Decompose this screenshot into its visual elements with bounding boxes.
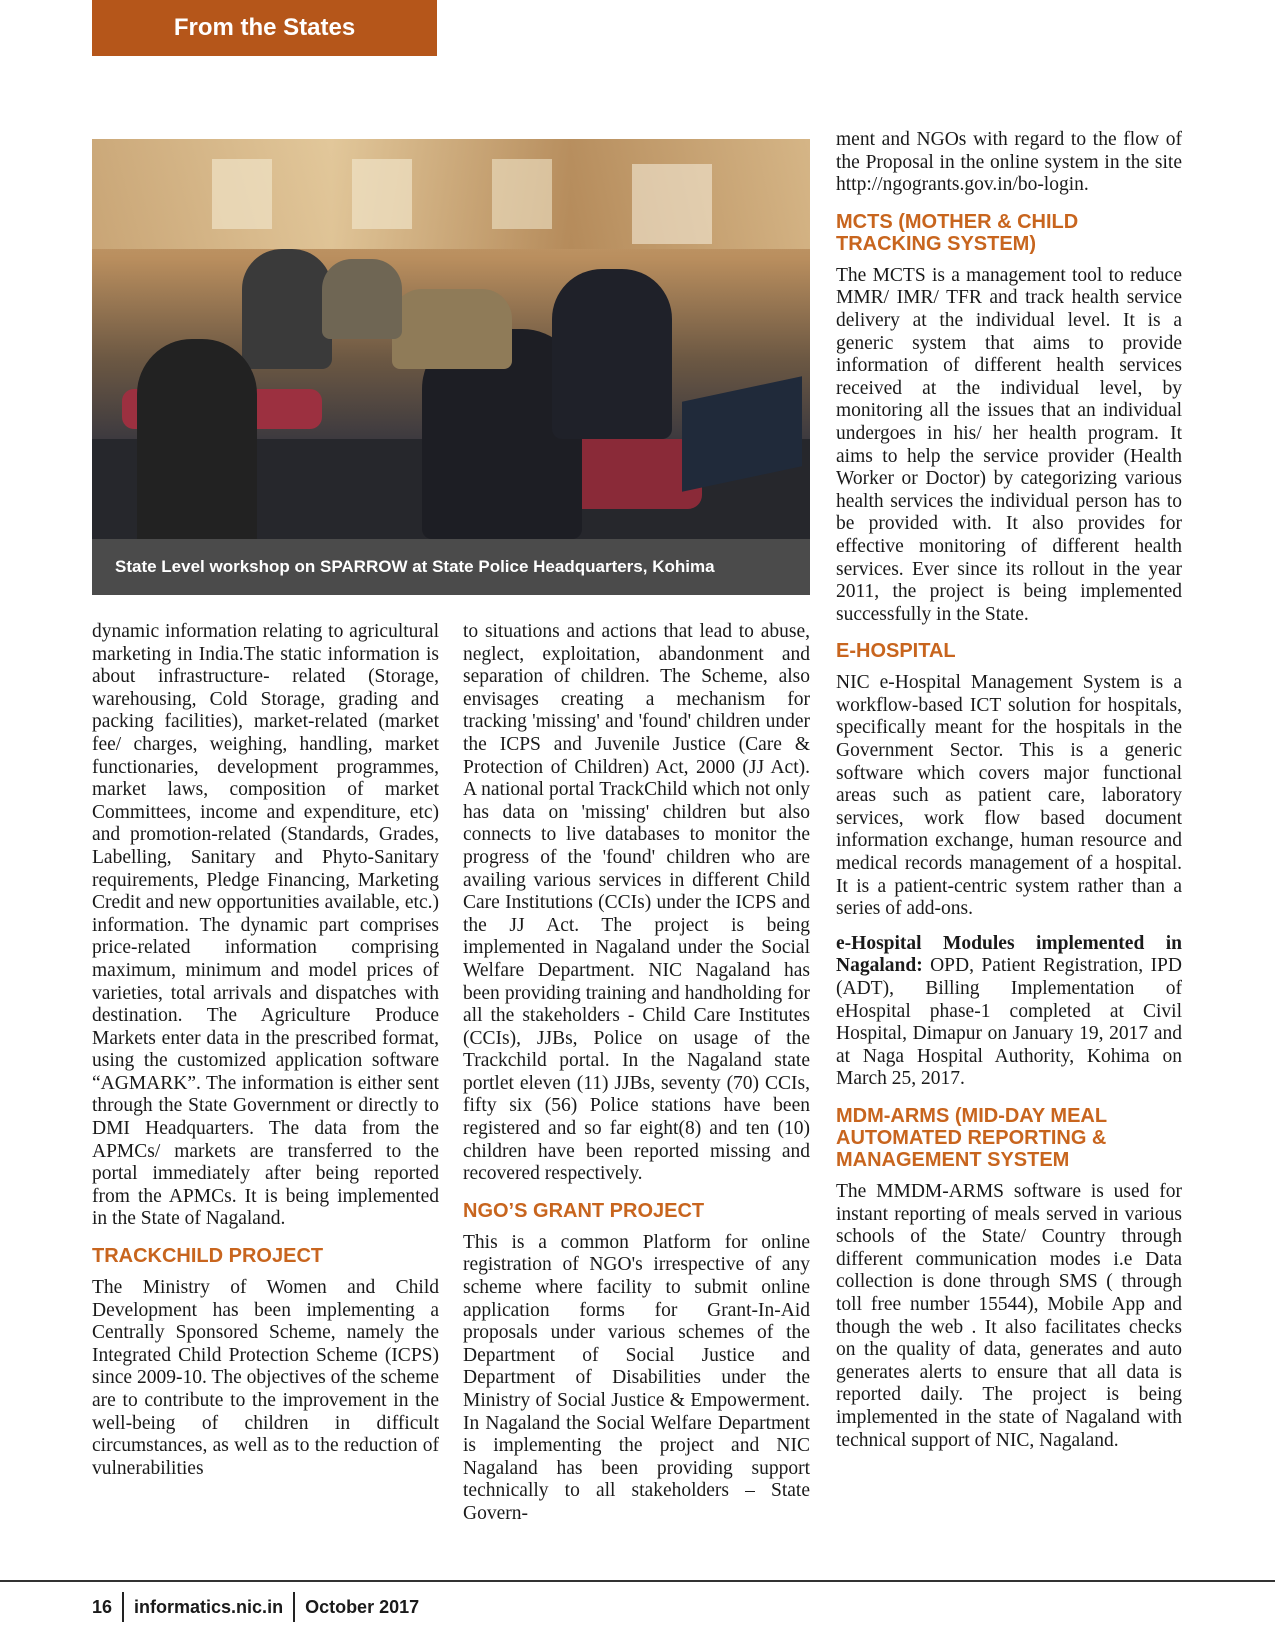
ehospital-modules-paragraph xyxy=(836,933,1182,1091)
mdm-arms-paragraph: The MMDM-ARMS software is used for instant reporting of meals served in various schools of the State/ Country through different communication modes i.e Data collection is done through SMS ( through toll free number 15544), Mobile App and though the web . It also facilitates checks on the quality of data, generates and auto generates alerts to ensure that all data is reported daily. The project is being implemented in the state of Nagaland with technical support of NIC, Nagaland. xyxy=(836,1180,1182,1451)
ngo-grant-continued-paragraph: ment and NGOs with regard to the flow of the Proposal in the online system in the site http://ngogrants.gov.in/bo-login. xyxy=(836,129,1182,196)
footer-separator xyxy=(293,1592,295,1622)
ehospital-heading: E-HOSPITAL xyxy=(836,640,956,663)
ngo-grant-paragraph: This is a common Platform for online registration of NGO's irrespective of any scheme where facility to submit online application forms for Grant-In-Aid proposals under various schemes of the Department of Social Justice and Department of Disabilities under the Ministry of Social Justice & Empowerment. In Nagaland the Social Welfare Department is implementing the project and NIC Nagaland has been providing support technically to all stakeholders – State Govern- xyxy=(463,1231,810,1524)
footer-site: informatics.nic.in xyxy=(134,1597,284,1617)
agmark-paragraph: dynamic information relating to agricultural marketing in India.The static information is about infrastructure- related (Storage, warehousing, Cold Storage, grading and packing facilities), market-related (market fee/ charges, weighing, handling, market functionaries, development programmes, market laws, composition of market Committees, income and expenditure, etc) and promotion-related (Standards, Grades, Labelling, Sanitary and Phyto-Sanitary requirements, Pledge Financing, Marketing Credit and new opportunities available, etc.) information. The dynamic part comprises price-related information comprising maximum, minimum and model prices of varieties, total arrivals and dispatches with destination. The Agriculture Produce Markets enter data in the prescribed format, using the customized application software “AGMARK”. The information is either sent through the State Government or directly to DMI Headquarters. The data from the APMCs/ markets are transferred to the portal immediately after being reported from the APMCs. It is being implemented in the State of Nagaland. xyxy=(92,621,439,1230)
section-tab: From the States xyxy=(92,0,437,56)
ehospital-paragraph: NIC e-Hospital Management System is a workflow-based ICT solution for hospitals, specifically meant for the hospitals in the Government Sector. This is a generic software which covers major functional areas such as patient care, laboratory services, work flow based document information exchange, human resource and medical records management of a hospital. It is a patient-centric system rather than a series of add-ons. xyxy=(836,672,1182,920)
footer xyxy=(92,1592,419,1622)
trackchild-continued-paragraph: to situations and actions that lead to abuse, neglect, exploitation, abandonment and separation of children. The Scheme, also envisages creating a mechanism for tracking 'missing' and 'found' children under the ICPS and Juvenile Justice (Care & Protection of Children) Act, 2000 (JJ Act). A national portal TrackChild which not only has data on 'missing' children but also connects to live databases to monitor the progress of the 'found' children who are availing various services in different Child Care Institutions (CCIs) under the ICPS and the JJ Act. The project is being implemented in Nagaland under the Social Welfare Department. NIC Nagaland has been providing training and handholding for all the stakeholders - Child Care Institutes (CCIs), JJBs, Police on usage of the Trackchild portal. In the Nagaland state portlet eleven (11) JJBs, seventy (70) CCIs, fifty six (56) Police stations have been registered and so far eight(8) and ten (10) children have been reported missing and recovered respectively. xyxy=(463,621,810,1185)
column-2 xyxy=(463,621,810,1526)
photo-caption: State Level workshop on SPARROW at State Police Headquarters, Kohima xyxy=(92,539,810,595)
trackchild-paragraph: The Ministry of Women and Child Development has been implementing a Centrally Sponsored Scheme, namely the Integrated Child Protection Scheme (ICPS) since 2009-10. The objectives of the scheme are to contribute to the improvement in the well-being of children in difficult circumstances, as well as to the reduction of vulnerabilities xyxy=(92,1277,439,1479)
ehospital-modules-text: OPD, Patient Registration, IPD (ADT), Billing Implementation of eHospital phase-1 completed at Civil Hospital, Dimapur on January 19, 2017 and at Naga Hospital Authority, Kohima on March 25, 2017. xyxy=(836,955,1182,1090)
column-1 xyxy=(92,621,439,1480)
trackchild-heading: TRACKCHILD PROJECT xyxy=(92,1245,324,1268)
mcts-heading: MCTS (MOTHER & CHILD TRACKING SYSTEM) xyxy=(836,210,1079,255)
mdm-arms-heading: MDM-ARMS (MID-DAY MEAL AUTOMATED REPORTING & MANAGEMENT SYSTEM xyxy=(836,1104,1107,1171)
footer-rule xyxy=(0,1580,1275,1582)
footer-separator xyxy=(122,1592,124,1622)
workshop-photo xyxy=(92,139,810,539)
column-3 xyxy=(836,129,1182,1452)
footer-date: October 2017 xyxy=(305,1597,420,1617)
page-number: 16 xyxy=(92,1597,113,1617)
ehospital-modules-lead: e-Hospital Modules implemented in Nagaland: xyxy=(836,932,1182,977)
mcts-paragraph: The MCTS is a management tool to reduce MMR/ IMR/ TFR and track health service delivery at the individual level. It is a generic system that aims to provide information of different health services received at the individual level, by monitoring all the issues that an individual undergoes in his/ her health program. It aims to help the service provider (Health Worker or Doctor) by categorizing various health services the individual person has to be provided with. It also provides for effective monitoring of different health services. Ever since its rollout in the year 2011, the project is being implemented successfully in the State. xyxy=(836,264,1182,625)
ngo-grant-heading: NGO’S GRANT PROJECT xyxy=(463,1199,705,1222)
